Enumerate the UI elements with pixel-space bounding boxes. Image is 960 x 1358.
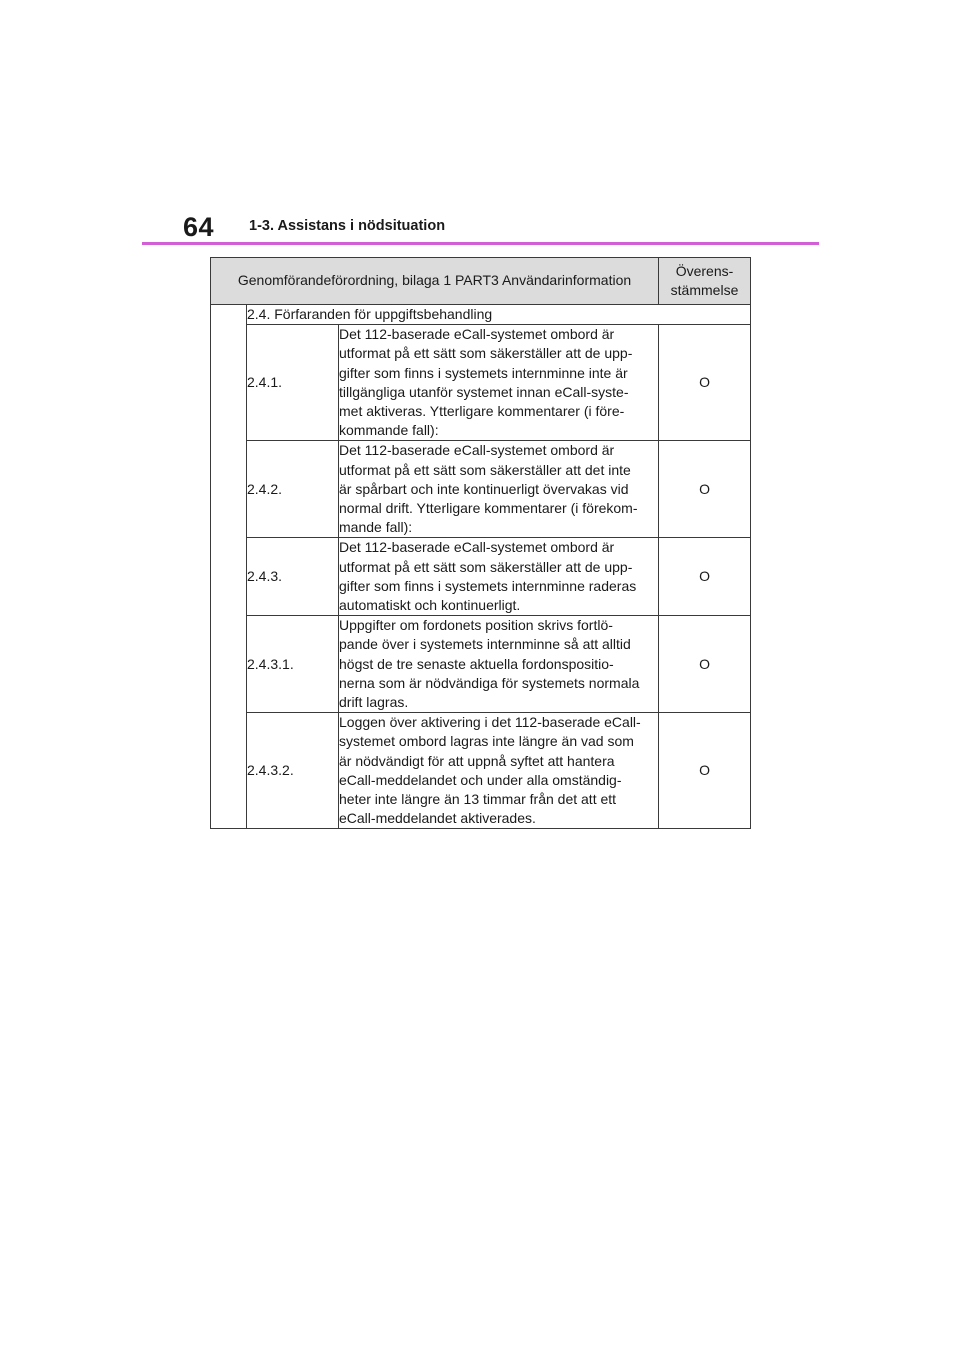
row-number: 2.4.1. (247, 325, 339, 441)
row-description (339, 616, 659, 713)
description-line: Det 112-baserade eCall-systemet ombord är (339, 539, 615, 556)
table-row (211, 441, 751, 538)
description-line: utformat på ett sätt som säkerställer att de upp- (339, 345, 633, 362)
description-line: eCall-meddelandet aktiverades. (339, 810, 536, 827)
table-row (211, 325, 751, 441)
description-line: Det 112-baserade eCall-systemet ombord är (339, 442, 615, 459)
requirements-table (210, 257, 751, 829)
conformity-header-line: Överens- (675, 263, 734, 279)
description-line: eCall-meddelandet och under alla omständig- (339, 771, 622, 788)
table-header-row (211, 258, 751, 305)
description-line: utformat på ett sätt som säkerställer att de upp- (339, 558, 633, 575)
description-line: mande fall): (339, 519, 413, 536)
description-line: Det 112-baserade eCall-systemet ombord är (339, 326, 615, 343)
row-conformity: O (659, 616, 751, 713)
description-line: normal drift. Ytterligare kommentarer (i förekom- (339, 500, 638, 517)
row-conformity: O (659, 325, 751, 441)
description-line: kommande fall): (339, 422, 439, 439)
description-line: automatiskt och kontinuerligt. (339, 597, 521, 614)
row-number: 2.4.2. (247, 441, 339, 538)
column-header-requirement: Genomförandeförordning, bilaga 1 PART3 Användarinformation (211, 258, 659, 305)
table-row (211, 538, 751, 616)
description-line: nerna som är nödvändiga för systemets normala (339, 674, 640, 691)
description-line: är spårbart och inte kontinuerligt övervakas vid (339, 480, 629, 497)
description-line: Uppgifter om fordonets position skrivs fortlö- (339, 617, 613, 634)
row-description (339, 325, 659, 441)
row-number: 2.4.3. (247, 538, 339, 616)
description-line: met aktiveras. Ytterligare kommentarer (i före- (339, 403, 625, 420)
description-line: pande över i systemets internminne så att alltid (339, 636, 631, 653)
page-number: 64 (183, 212, 215, 242)
description-line: tillgängliga utanför systemet innan eCall-syste- (339, 383, 629, 400)
indent-spacer (211, 305, 247, 829)
description-line: systemet ombord lagras inte längre än vad som (339, 733, 634, 750)
subsection-row (211, 305, 751, 325)
table-row (211, 713, 751, 829)
description-line: Loggen över aktivering i det 112-baserade eCall- (339, 714, 641, 731)
row-number: 2.4.3.2. (247, 713, 339, 829)
description-line: drift lagras. (339, 694, 409, 711)
row-description (339, 441, 659, 538)
row-conformity: O (659, 441, 751, 538)
description-line: gifter som finns i systemets internminne inte är (339, 364, 628, 381)
description-line: utformat på ett sätt som säkerställer att det inte (339, 461, 631, 478)
description-line: högst de tre senaste aktuella fordonspositio- (339, 655, 614, 672)
description-line: är nödvändigt för att uppnå syftet att hantera (339, 752, 615, 769)
row-conformity: O (659, 713, 751, 829)
subsection-title: 2.4. Förfaranden för uppgiftsbehandling (247, 305, 751, 325)
row-description (339, 538, 659, 616)
description-line: heter inte längre än 13 timmar från det att ett (339, 791, 617, 808)
header-rule (142, 242, 819, 245)
row-conformity: O (659, 538, 751, 616)
conformity-header-line: stämmelse (670, 282, 739, 298)
column-header-conformity (659, 258, 751, 305)
description-line: gifter som finns i systemets internminne raderas (339, 577, 637, 594)
row-description (339, 713, 659, 829)
row-number: 2.4.3.1. (247, 616, 339, 713)
table-row (211, 616, 751, 713)
section-title: 1-3. Assistans i nödsituation (249, 218, 446, 234)
